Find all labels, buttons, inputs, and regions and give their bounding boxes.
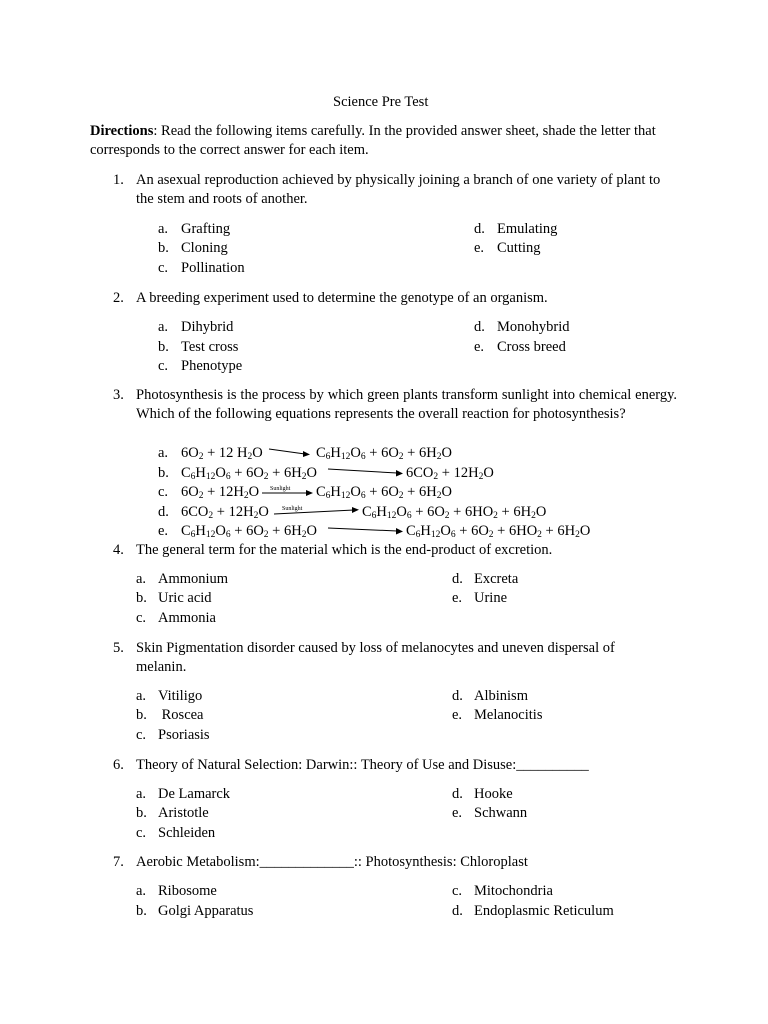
arrow-label: Sunlight xyxy=(270,486,291,492)
option-letter: d. xyxy=(452,571,463,587)
equation-reactants: $C_6H_{12}O_6 + 6O_2 + 6H_2O$ xyxy=(181,465,317,482)
option-letter: d. xyxy=(474,319,485,335)
equation-reactants: $6O_2 + 12H_2O$ xyxy=(181,484,260,501)
option-letter: b. xyxy=(158,240,169,256)
option-letter: c. xyxy=(136,727,147,743)
question-number: 6. xyxy=(113,757,124,773)
option-text: Pollination xyxy=(181,260,245,276)
option-text: Grafting xyxy=(181,221,231,237)
option-letter: e. xyxy=(452,805,463,821)
directions xyxy=(90,122,670,160)
option-text: Cloning xyxy=(181,240,228,256)
option-letter: d. xyxy=(474,221,485,237)
question-number: 1. xyxy=(113,172,124,188)
option-text: Albinism xyxy=(474,688,528,704)
equation-products: $C_6H_{12}O_6 + 6O_2 + 6H_2O$ xyxy=(316,445,452,462)
question-text: Aerobic Metabolism:_____________:: Photosynthesis: Chloroplast xyxy=(136,854,528,870)
option-letter: e. xyxy=(474,339,485,355)
option-text: Schleiden xyxy=(158,825,216,841)
option-letter: c. xyxy=(136,610,147,626)
option-letter: c. xyxy=(158,260,169,276)
question-text: A breeding experiment used to determine the genotype of an organism. xyxy=(136,290,548,306)
option-text: Cutting xyxy=(497,240,541,256)
option-text: Melanocitis xyxy=(474,707,543,723)
equation-products: $C_6H_{12}O_6 + 6O_2 + 6H_2O$ xyxy=(316,484,452,501)
option-text: Phenotype xyxy=(181,358,243,374)
question-text: Skin Pigmentation disorder caused by loss of melanocytes and uneven dispersal of melanin. xyxy=(136,640,615,675)
option-letter: c. xyxy=(136,825,147,841)
option-letter: a. xyxy=(158,221,169,237)
arrow-label: Sunlight xyxy=(282,506,303,512)
option-letter: e. xyxy=(452,590,463,606)
option-letter: a. xyxy=(158,319,169,335)
option-letter: d. xyxy=(452,688,463,704)
question-number: 5. xyxy=(113,640,124,656)
question-number: 4. xyxy=(113,542,124,558)
option-letter: d. xyxy=(158,504,169,520)
option-text: Hooke xyxy=(474,786,513,802)
option-letter: c. xyxy=(452,883,463,899)
option-letter: e. xyxy=(452,707,463,723)
equation-reactants: $C_6H_{12}O_6 + 6O_2 + 6H_2O$ xyxy=(181,523,317,540)
directions-label: Directions xyxy=(90,123,154,139)
option-letter: d. xyxy=(452,903,463,919)
option-text: Test cross xyxy=(181,339,239,355)
option-text: Roscea xyxy=(158,707,204,723)
option-text: Excreta xyxy=(474,571,519,587)
option-letter: d. xyxy=(452,786,463,802)
question-text: An asexual reproduction achieved by physically joining a branch of one variety of plant to the stem and roots of another. xyxy=(136,172,661,207)
option-letter: a. xyxy=(136,786,147,802)
option-text: Mitochondria xyxy=(474,883,553,899)
option-text: Golgi Apparatus xyxy=(158,903,254,919)
equation-products: $C_6H_{12}O_6 + 6O_2 + 6HO_2 + 6H_2O$ xyxy=(362,504,547,521)
option-text: Endoplasmic Reticulum xyxy=(474,903,614,919)
option-letter: a. xyxy=(136,688,147,704)
question-number: 3. xyxy=(113,387,124,403)
page-title: Science Pre Test xyxy=(333,94,429,110)
option-letter: e. xyxy=(474,240,485,256)
option-letter: a. xyxy=(136,571,147,587)
option-letter: b. xyxy=(158,465,169,481)
reaction-arrow xyxy=(262,488,314,502)
option-text: Urine xyxy=(474,590,508,606)
option-letter: a. xyxy=(158,445,169,461)
equation-reactants: $6O_2 + 12$ $H_2O$ xyxy=(181,445,263,462)
option-text: Monohybrid xyxy=(497,319,570,335)
option-text: Aristotle xyxy=(158,805,209,821)
option-text: Schwann xyxy=(474,805,528,821)
option-letter: b. xyxy=(136,707,147,723)
option-letter: c. xyxy=(158,358,169,374)
option-text: Ammonia xyxy=(158,610,216,626)
option-letter: b. xyxy=(136,590,147,606)
question-number: 7. xyxy=(113,854,124,870)
option-text: Psoriasis xyxy=(158,727,210,743)
question-text: Theory of Natural Selection: Darwin:: Theory of Use and Disuse:__________ xyxy=(136,757,589,773)
option-letter: b. xyxy=(136,903,147,919)
reaction-arrow xyxy=(328,524,404,538)
equation-products: $6CO_2 + 12H_2O$ xyxy=(406,465,494,482)
option-letter: a. xyxy=(136,883,147,899)
option-text: Emulating xyxy=(497,221,558,237)
equation-reactants: $6CO_2 + 12H_2O$ xyxy=(181,504,269,521)
option-letter: e. xyxy=(158,523,169,539)
option-letter: b. xyxy=(136,805,147,821)
reaction-arrow xyxy=(269,446,311,460)
option-letter: b. xyxy=(158,339,169,355)
option-text: Uric acid xyxy=(158,590,212,606)
reaction-arrow xyxy=(328,466,404,480)
option-text: Cross breed xyxy=(497,339,566,355)
option-text: De Lamarck xyxy=(158,786,231,802)
option-text: Dihybrid xyxy=(181,319,234,335)
reaction-arrow xyxy=(274,506,360,520)
question-number: 2. xyxy=(113,290,124,306)
directions-text: : Read the following items carefully. In the provided answer sheet, shade the letter that corresponds to the correct answer for each item. xyxy=(90,123,656,158)
option-letter: c. xyxy=(158,484,169,500)
question-text: Photosynthesis is the process by which green plants transform sunlight into chemical energy. Which of the following equations represents the overall reaction for photosynthesis? xyxy=(136,387,677,422)
option-text: Ribosome xyxy=(158,883,217,899)
equation-products: $C_6H_{12}O_6 + 6O_2 + 6HO_2 + 6H_2O$ xyxy=(406,523,591,540)
option-text: Vitiligo xyxy=(158,688,203,704)
question-text: The general term for the material which is the end-product of excretion. xyxy=(136,542,553,558)
option-text: Ammonium xyxy=(158,571,229,587)
